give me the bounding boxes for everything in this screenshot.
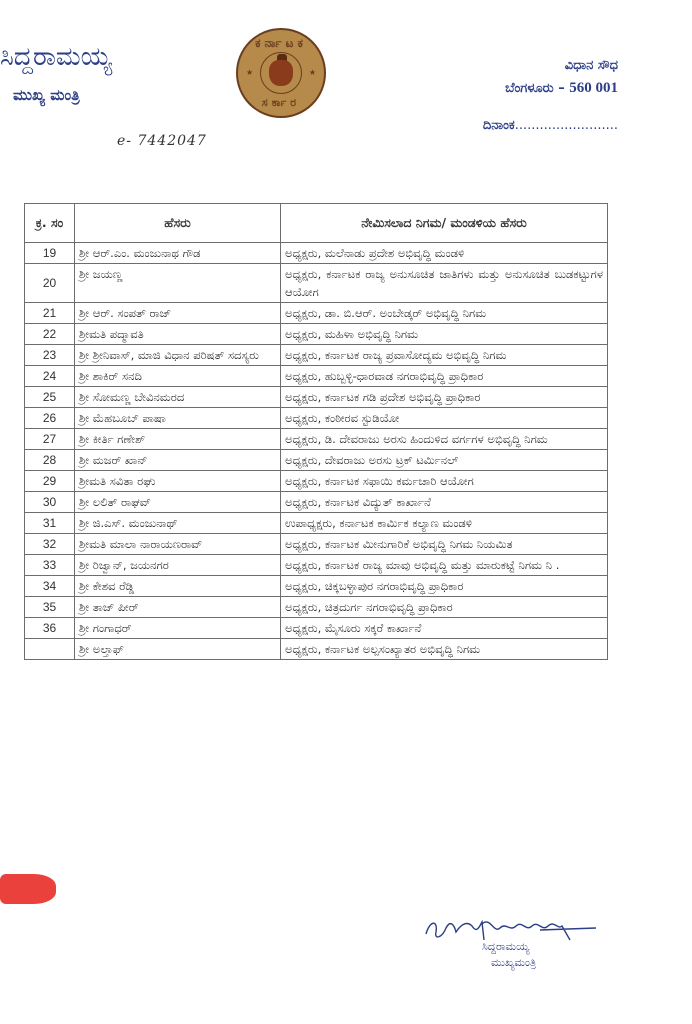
- table-row: [25, 576, 608, 597]
- emblem-icon: [269, 60, 293, 86]
- appointed-post-cell: ಅಧ್ಯಕ್ಷರು, ಕರ್ನಾಟಕ ಸಫಾಯಿ ಕರ್ಮಚಾರಿ ಆಯೋಗ: [281, 471, 608, 492]
- appointee-name-cell: ಶ್ರೀಮತಿ ಸವಿತಾ ರಘು: [75, 471, 281, 492]
- address-city: ಬೆಂಗಳೂರು: [505, 81, 554, 96]
- cm-designation: ಮುಖ್ಯ ಮಂತ್ರಿ: [13, 86, 80, 104]
- serial-number-cell: 36: [25, 618, 75, 639]
- header-corporation: ನೇಮಿಸಲಾದ ನಿಗಮ/ ಮಂಡಳಿಯ ಹೆಸರು: [281, 204, 608, 243]
- signatory-name: ಸಿದ್ದರಾಮಯ್ಯ: [482, 940, 530, 953]
- appointee-name-cell: ಶ್ರೀ ಜಿ.ಎಸ್. ಮಂಜುನಾಥ್: [75, 513, 281, 534]
- serial-number-cell: 28: [25, 450, 75, 471]
- date-value: .........................: [514, 118, 618, 133]
- appointee-name-cell: ಶ್ರೀ ಮಜರ್ ಖಾನ್: [75, 450, 281, 471]
- table-row: [25, 345, 608, 366]
- address-separator: –: [553, 81, 570, 96]
- table-row: [25, 429, 608, 450]
- address-city-line: [505, 80, 618, 97]
- appointee-name-cell: ಶ್ರೀ ಗಂಗಾಧರ್: [75, 618, 281, 639]
- appointed-post-cell: ಅಧ್ಯಕ್ಷರು, ಕರ್ನಾಟಕ ರಾಜ್ಯ ಮಾವು ಅಭಿವೃದ್ಧಿ ಮತ್ತು ಮಾರುಕಟ್ಟೆ ನಿಗಮ ನಿ .: [281, 555, 608, 576]
- serial-number-cell: 26: [25, 408, 75, 429]
- appointed-post-cell: ಅಧ್ಯಕ್ಷರು, ಕರ್ನಾಟಕ ವಿದ್ಯುತ್ ಕಾರ್ಖಾನೆ: [281, 492, 608, 513]
- appointee-name-cell: ಶ್ರೀ ರಿಜ್ವಾನ್, ಜಯನಗರ: [75, 555, 281, 576]
- appointed-post-cell: ಅಧ್ಯಕ್ಷರು, ದೇವರಾಜು ಅರಸು ಟ್ರಕ್ ಟರ್ಮಿನಲ್: [281, 450, 608, 471]
- table-row: [25, 534, 608, 555]
- address-pincode: 560 001: [569, 80, 618, 96]
- table-row: [25, 243, 608, 264]
- appointed-post-cell: ಅಧ್ಯಕ್ಷರು, ಕರ್ನಾಟಕ ಅಲ್ಪಸಂಖ್ಯಾತರ ಅಭಿವೃದ್ಧಿ ನಿಗಮ: [281, 639, 608, 660]
- appointee-name-cell: ಶ್ರೀ ಶಾಕಿರ್ ಸನದಿ: [75, 366, 281, 387]
- table-row: [25, 618, 608, 639]
- serial-number-cell: 23: [25, 345, 75, 366]
- appointed-post-cell: ಅಧ್ಯಕ್ಷರು, ಮಲೆನಾಡು ಪ್ರದೇಶ ಅಭಿವೃದ್ಧಿ ಮಂಡಳಿ: [281, 243, 608, 264]
- appointee-name-cell: ಶ್ರೀಮತಿ ಪದ್ಮಾವತಿ: [75, 324, 281, 345]
- appointee-name-cell: ಶ್ರೀಮತಿ ಮಾಲಾ ನಾರಾಯಣರಾವ್: [75, 534, 281, 555]
- appointed-post-cell: ಅಧ್ಯಕ್ಷರು, ಕರ್ನಾಟಕ ಗಡಿ ಪ್ರದೇಶ ಅಭಿವೃದ್ಧಿ ಪ್ರಾಧಿಕಾರ: [281, 387, 608, 408]
- appointee-name-cell: ಶ್ರೀ ಸೋಮಣ್ಣ ಬೇವಿನಮರದ: [75, 387, 281, 408]
- serial-number-cell: 24: [25, 366, 75, 387]
- appointee-name-cell: ಶ್ರೀ ಕೀರ್ತಿ ಗಣೇಶ್: [75, 429, 281, 450]
- karnataka-seal-logo: [236, 28, 326, 118]
- table-row: [25, 450, 608, 471]
- appointed-post-cell: ಅಧ್ಯಕ್ಷರು, ಡಿ. ದೇವರಾಜು ಅರಸು ಹಿಂದುಳಿದ ವರ್ಗಗಳ ಅಭಿವೃದ್ಧಿ ನಿಗಮ: [281, 429, 608, 450]
- appointee-name-cell: ಶ್ರೀ ಆರ್. ಸಂಪತ್ ರಾಜ್: [75, 303, 281, 324]
- header-serial-no: ಕ್ರ. ಸಂ: [25, 204, 75, 243]
- appointee-name-cell: ಶ್ರೀ ಜಯಣ್ಣ: [75, 264, 281, 303]
- serial-number-cell: 25: [25, 387, 75, 408]
- appointed-post-cell: ಅಧ್ಯಕ್ಷರು, ಕರ್ನಾಟಕ ಮೀನುಗಾರಿಕೆ ಅಭಿವೃದ್ಧಿ ನಿಗಮ ನಿಯಮಿತ: [281, 534, 608, 555]
- serial-number-cell: 20: [25, 264, 75, 303]
- table-row: [25, 366, 608, 387]
- appointed-post-cell: ಅಧ್ಯಕ್ಷರು, ಡಾ. ಬಿ.ಆರ್. ಅಂಬೇಡ್ಕರ್ ಅಭಿವೃದ್ಧಿ ನಿಗಮ: [281, 303, 608, 324]
- table-row: [25, 303, 608, 324]
- serial-number-cell: 35: [25, 597, 75, 618]
- appointee-name-cell: ಶ್ರೀ ಮೆಹಬೂಬ್ ಪಾಷಾ: [75, 408, 281, 429]
- cm-name: ಸಿದ್ದರಾಮಯ್ಯ: [0, 42, 113, 72]
- serial-number-cell: 33: [25, 555, 75, 576]
- header-name: ಹೆಸರು: [75, 204, 281, 243]
- table-row: [25, 492, 608, 513]
- appointed-post-cell: ಅಧ್ಯಕ್ಷರು, ಮಹಿಳಾ ಅಭಿವೃದ್ಧಿ ನಿಗಮ: [281, 324, 608, 345]
- serial-number-cell: 27: [25, 429, 75, 450]
- serial-number-cell: 34: [25, 576, 75, 597]
- appointed-post-cell: ಅಧ್ಯಕ್ಷರು, ಹುಬ್ಬಳ್ಳಿ-ಧಾರವಾಡ ನಗರಾಭಿವೃದ್ಧಿ ಪ್ರಾಧಿಕಾರ: [281, 366, 608, 387]
- appointee-name-cell: ಶ್ರೀ ಆರ್.ಎಂ. ಮಂಜುನಾಥ ಗೌಡ: [75, 243, 281, 264]
- appointed-post-cell: ಅಧ್ಯಕ್ಷರು, ಕಂಠೀರವ ಸ್ಟುಡಿಯೋ: [281, 408, 608, 429]
- serial-number-cell: [25, 639, 75, 660]
- table-row: [25, 324, 608, 345]
- table-header-row: [25, 204, 608, 243]
- date-line: [483, 118, 618, 133]
- serial-number-cell: 30: [25, 492, 75, 513]
- serial-number-cell: 31: [25, 513, 75, 534]
- appointed-post-cell: ಅಧ್ಯಕ್ಷರು, ಚಿತ್ರದುರ್ಗ ನಗರಾಭಿವೃದ್ಧಿ ಪ್ರಾಧಿಕಾರ: [281, 597, 608, 618]
- star-icon: ★: [246, 68, 254, 77]
- serial-number-cell: 32: [25, 534, 75, 555]
- table-row: [25, 408, 608, 429]
- appointee-name-cell: ಶ್ರೀ ಅಲ್ತಾಫ್: [75, 639, 281, 660]
- seal-bottom-text: ಸರ್ಕಾರ: [261, 96, 301, 109]
- appointed-post-cell: ಅಧ್ಯಕ್ಷರು, ಕರ್ನಾಟಕ ರಾಜ್ಯ ಪ್ರವಾಸೋದ್ಯಮ ಅಭಿವೃದ್ಧಿ ನಿಗಮ: [281, 345, 608, 366]
- table-row: [25, 513, 608, 534]
- table-row: [25, 471, 608, 492]
- table-row: [25, 555, 608, 576]
- serial-number-cell: 29: [25, 471, 75, 492]
- table-row: [25, 387, 608, 408]
- serial-number-cell: 21: [25, 303, 75, 324]
- address-building: ವಿಧಾನ ಸೌಧ: [564, 58, 618, 73]
- date-label: ದಿನಾಂಕ: [482, 118, 515, 133]
- appointee-name-cell: ಶ್ರೀ ಲಲಿತ್ ರಾಘವ್: [75, 492, 281, 513]
- appointed-post-cell: ಉಪಾಧ್ಯಕ್ಷರು, ಕರ್ನಾಟಕ ಕಾರ್ಮಿಕ ಕಲ್ಯಾಣ ಮಂಡಳಿ: [281, 513, 608, 534]
- appointments-table: [24, 203, 608, 660]
- appointed-post-cell: ಅಧ್ಯಕ್ಷರು, ಮೈಸೂರು ಸಕ್ಕರೆ ಕಾರ್ಖಾನೆ: [281, 618, 608, 639]
- appointee-name-cell: ಶ್ರೀ ಶ್ರೀನಿವಾಸ್, ಮಾಜಿ ವಿಧಾನ ಪರಿಷತ್ ಸದಸ್ಯರು: [75, 345, 281, 366]
- redaction-mark: [0, 874, 56, 904]
- serial-number-cell: 22: [25, 324, 75, 345]
- table-row: [25, 264, 608, 303]
- reference-number: e- 7442047: [117, 133, 207, 149]
- serial-number-cell: 19: [25, 243, 75, 264]
- appointee-name-cell: ಶ್ರೀ ತಾಜ್ ಪೀರ್: [75, 597, 281, 618]
- star-icon: ★: [308, 68, 316, 77]
- appointed-post-cell: ಅಧ್ಯಕ್ಷರು, ಚಿಕ್ಕಬಳ್ಳಾಪುರ ನಗರಾಭಿವೃದ್ಧಿ ಪ್ರಾಧಿಕಾರ: [281, 576, 608, 597]
- table-row: [25, 639, 608, 660]
- appointed-post-cell: ಅಧ್ಯಕ್ಷರು, ಕರ್ನಾಟಕ ರಾಜ್ಯ ಅನುಸೂಚಿತ ಜಾತಿಗಳು ಮತ್ತು ಅನುಸೂಚಿತ ಬುಡಕಟ್ಟುಗಳ ಆಯೋಗ: [281, 264, 608, 303]
- appointee-name-cell: ಶ್ರೀ ಕೇಶವ ರೆಡ್ಡಿ: [75, 576, 281, 597]
- signatory-title: ಮುಖ್ಯಮಂತ್ರಿ: [491, 956, 537, 969]
- table-row: [25, 597, 608, 618]
- seal-top-text: ಕರ್ನಾಟಕ: [255, 36, 307, 50]
